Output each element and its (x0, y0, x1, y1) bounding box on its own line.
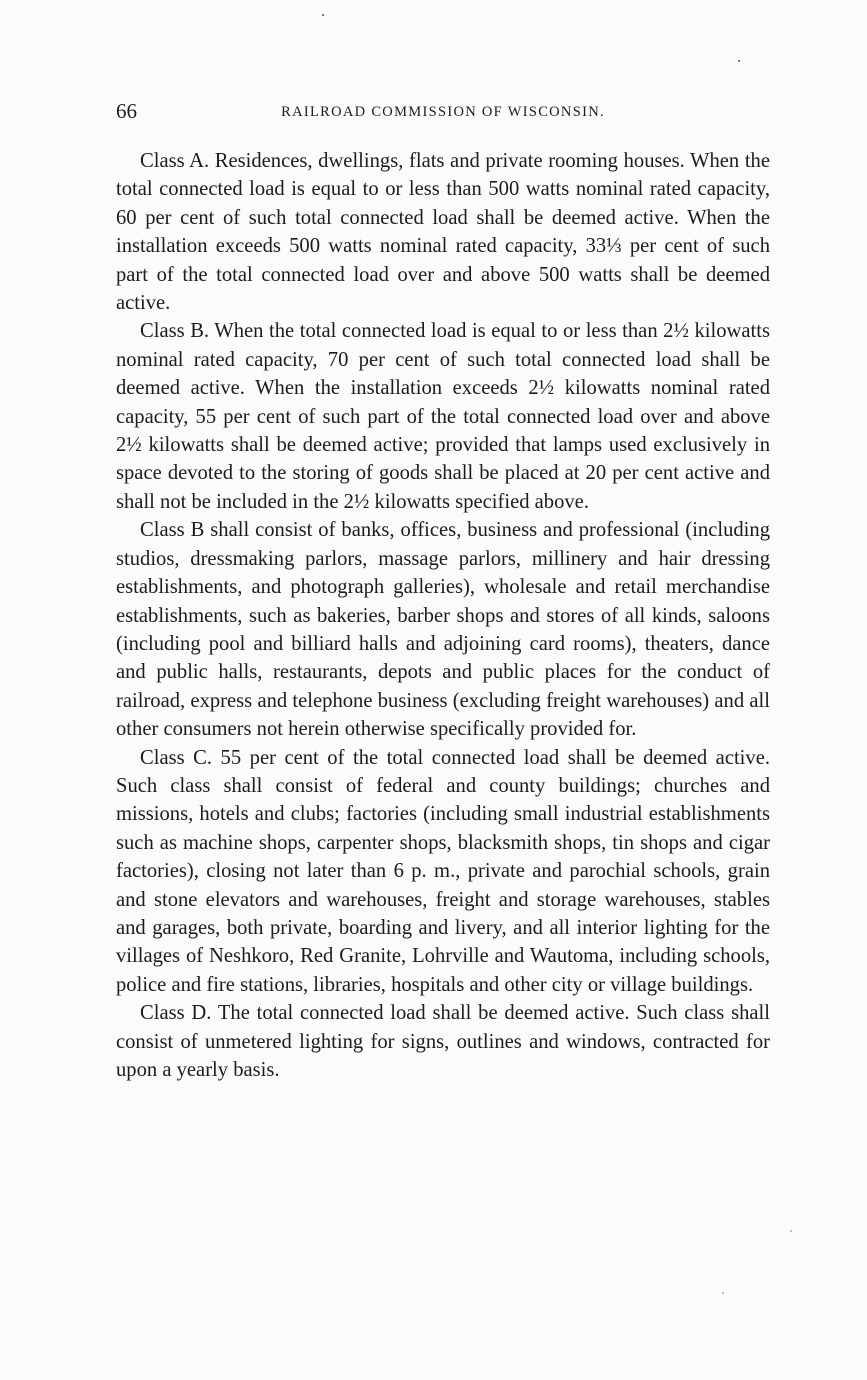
page-number: 66 (116, 99, 137, 123)
speck (722, 1292, 724, 1294)
running-head: RAILROAD COMMISSION OF WISCONSIN. (281, 104, 605, 120)
speck (738, 60, 740, 62)
paragraph-class-a: Class A. Residences, dwellings, flats and private rooming houses. When the total connected load is equal to or less than 500 watts nominal rated capacity, 60 per cent of such total connected load shall be deemed active. When the installation exceeds 500 watts nominal rated capacity, 33⅓ per cent of such part of the total connected load over and above 500 watts shall be deemed active. (116, 150, 770, 315)
paragraph-class-c: Class C. 55 per cent of the total connected load shall be deemed active. Such class shall consist of federal and county buildings; churches and missions, hotels and clubs; factories (including small industrial establishments such as machine shops, carpenter shops, blacksmith shops, tin shops and cigar factories), closing not later than 6 p. m., private and parochial schools, grain and stone elevators and warehouses, freight and storage warehouses, stables and garages, both private, boarding and livery, and all interior lighting for the villages of Neshkoro, Red Granite, Lohrville and Wautoma, including schools, police and fire stations, libraries, hospitals and other city or village buildings. (116, 746, 770, 996)
body-text (116, 147, 770, 1084)
paragraph-class-b-scope: Class B shall consist of banks, offices, business and professional (including studios, dressmaking parlors, massage parlors, millinery and hair dressing establishments, and photograph galleries), wholesale and retail merchandise establishments, such as bakeries, barber shops and stores of all kinds, saloons (including pool and billiard halls and adjoining card rooms), theaters, dance and public halls, restaurants, depots and public places for the conduct of railroad, express and telephone business (excluding freight warehouses) and all other consumers not herein otherwise specifically provided for. (116, 519, 770, 741)
paragraph-class-b-rates: Class B. When the total connected load is equal to or less than 2½ kilowatts nominal rated capacity, 70 per cent of such total connected load shall be deemed active. When the installation exceeds 2½ kilowatts nominal rated capacity, 55 per cent of such part of the total connected load over and above 2½ kilowatts shall be deemed active; provided that lamps used exclusively in space devoted to the storing of goods shall be placed at 20 per cent active and shall not be included in the 2½ kilowatts specified above. (116, 320, 770, 513)
speck (322, 14, 324, 16)
page-header (116, 96, 770, 126)
paragraph-class-d: Class D. The total connected load shall be deemed active. Such class shall consist of unmetered lighting for signs, outlines and windows, contracted for upon a yearly basis. (116, 1002, 770, 1081)
speck (790, 1230, 792, 1232)
